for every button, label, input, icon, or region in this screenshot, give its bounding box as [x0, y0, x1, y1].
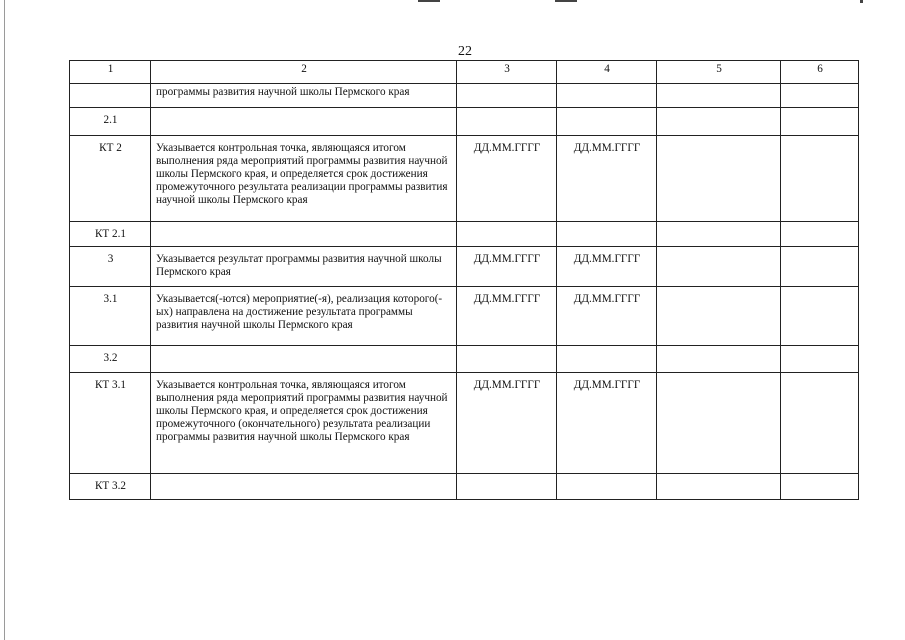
table-row — [70, 108, 859, 136]
end-date — [557, 346, 657, 373]
empty-cell — [657, 222, 781, 247]
start-date: ДД.ММ.ГГГГ — [457, 247, 557, 287]
start-date: ДД.ММ.ГГГГ — [457, 136, 557, 222]
row-description — [151, 474, 457, 500]
table-row — [70, 136, 859, 222]
end-date: ДД.ММ.ГГГГ — [557, 373, 657, 474]
row-number: КТ 2 — [70, 136, 151, 222]
scan-edge-line — [4, 0, 5, 640]
row-number: 2.1 — [70, 108, 151, 136]
start-date — [457, 108, 557, 136]
end-date: ДД.ММ.ГГГГ — [557, 247, 657, 287]
row-description — [151, 108, 457, 136]
empty-cell — [657, 136, 781, 222]
column-header: 3 — [457, 61, 557, 84]
end-date — [557, 84, 657, 108]
row-description: Указывается(-ются) мероприятие(-я), реализация которого(-ых) направлена на достижение результата программы развития научной школы Пермского края — [151, 287, 457, 346]
empty-cell — [781, 346, 859, 373]
empty-cell — [781, 84, 859, 108]
table-row — [70, 346, 859, 373]
empty-cell — [781, 373, 859, 474]
empty-cell — [657, 474, 781, 500]
scan-mark — [555, 0, 577, 2]
row-number: 3.2 — [70, 346, 151, 373]
end-date: ДД.ММ.ГГГГ — [557, 136, 657, 222]
column-header: 5 — [657, 61, 781, 84]
table-row — [70, 373, 859, 474]
table-row — [70, 247, 859, 287]
table-row — [70, 84, 859, 108]
column-header: 4 — [557, 61, 657, 84]
empty-cell — [657, 287, 781, 346]
empty-cell — [781, 474, 859, 500]
empty-cell — [781, 136, 859, 222]
row-description: Указывается контрольная точка, являющаяся итогом выполнения ряда мероприятий программы развития научной школы Пермского края, и определяется срок достижения промежуточного (окончательного) результата реализации программы развития научной школы Пермского края — [151, 373, 457, 474]
end-date: ДД.ММ.ГГГГ — [557, 287, 657, 346]
row-number: 3.1 — [70, 287, 151, 346]
table-row — [70, 222, 859, 247]
empty-cell — [657, 84, 781, 108]
row-description: программы развития научной школы Пермского края — [151, 84, 457, 108]
empty-cell — [657, 373, 781, 474]
empty-cell — [781, 222, 859, 247]
scan-mark — [418, 0, 440, 2]
page-number: 22 — [458, 44, 472, 59]
row-number — [70, 84, 151, 108]
empty-cell — [781, 287, 859, 346]
row-description: Указывается результат программы развития научной школы Пермского края — [151, 247, 457, 287]
empty-cell — [657, 346, 781, 373]
column-header: 6 — [781, 61, 859, 84]
row-number: КТ 3.2 — [70, 474, 151, 500]
start-date: ДД.ММ.ГГГГ — [457, 373, 557, 474]
start-date — [457, 222, 557, 247]
start-date — [457, 346, 557, 373]
row-description — [151, 346, 457, 373]
scan-mark — [860, 0, 863, 3]
start-date — [457, 84, 557, 108]
empty-cell — [781, 108, 859, 136]
start-date — [457, 474, 557, 500]
end-date — [557, 474, 657, 500]
row-description — [151, 222, 457, 247]
table-header-row — [70, 61, 859, 84]
plan-table — [69, 60, 859, 500]
column-header: 1 — [70, 61, 151, 84]
start-date: ДД.ММ.ГГГГ — [457, 287, 557, 346]
row-number: КТ 2.1 — [70, 222, 151, 247]
row-description: Указывается контрольная точка, являющаяся итогом выполнения ряда мероприятий программы развития научной школы Пермского края, и определяется срок достижения промежуточного результата реализации программы развития научной школы Пермского края — [151, 136, 457, 222]
empty-cell — [781, 247, 859, 287]
empty-cell — [657, 247, 781, 287]
row-number: КТ 3.1 — [70, 373, 151, 474]
end-date — [557, 108, 657, 136]
table-row — [70, 474, 859, 500]
table-row — [70, 287, 859, 346]
column-header: 2 — [151, 61, 457, 84]
empty-cell — [657, 108, 781, 136]
end-date — [557, 222, 657, 247]
row-number: 3 — [70, 247, 151, 287]
